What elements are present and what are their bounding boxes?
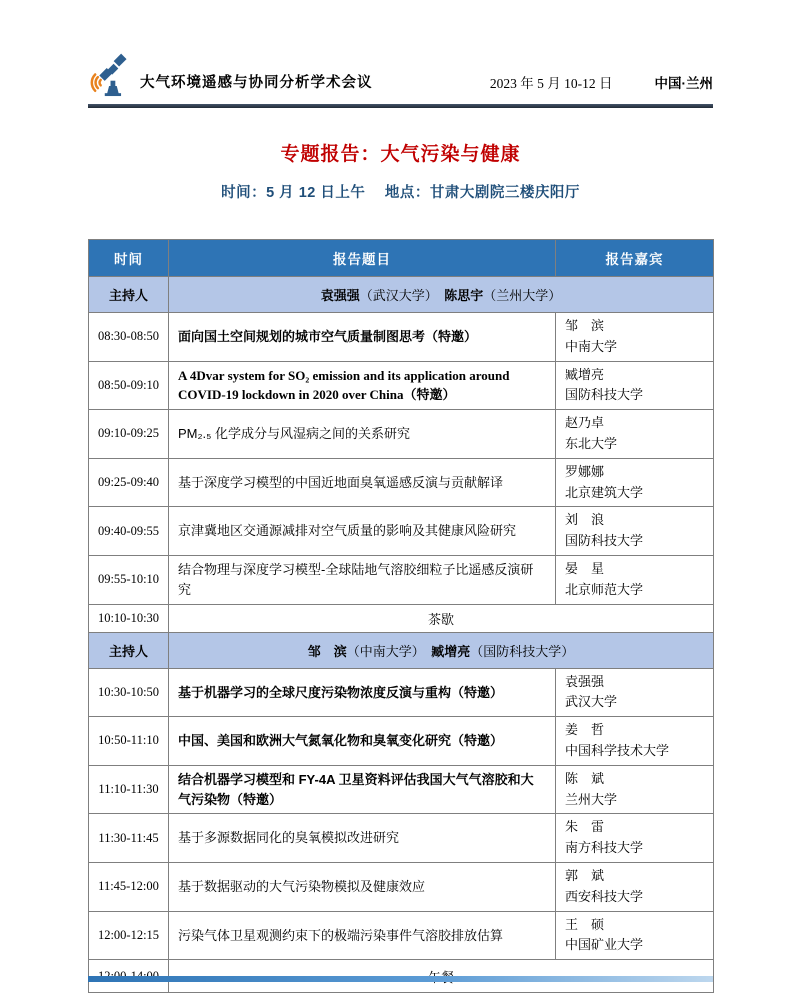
conference-title: 大气环境遥感与协同分析学术会议 [140, 75, 373, 91]
talk-row [89, 862, 714, 911]
time-cell: 08:50-09:10 [89, 361, 169, 410]
speaker-name: 郭 斌 [565, 867, 605, 883]
talk-row [89, 507, 714, 556]
chair-label: 主持人 [89, 632, 169, 668]
time-cell: 09:25-09:40 [89, 458, 169, 507]
speaker-affiliation: 中国矿业大学 [565, 937, 644, 953]
talk-title-cell: 结合物理与深度学习模型-全球陆地气溶胶细粒子比遥感反演研究 [169, 555, 556, 604]
speaker-affiliation: 北京建筑大学 [565, 484, 644, 500]
time-cell: 11:10-11:30 [89, 765, 169, 814]
time-cell: 10:30-10:50 [89, 668, 169, 717]
footer-accent-bar [88, 976, 713, 982]
talk-row [89, 765, 714, 814]
chair-affiliation: （兰州大学） [483, 288, 562, 303]
session-chair-row [89, 632, 714, 668]
speaker-name: 赵乃卓 [565, 415, 605, 431]
chair-name: 袁强强 [320, 288, 360, 303]
page-content [88, 0, 713, 993]
speaker-name: 刘 浪 [565, 512, 605, 528]
speaker-cell [556, 862, 714, 911]
speaker-name: 姜 哲 [565, 722, 605, 738]
talk-title-cell: 污染气体卫星观测约束下的极端污染事件气溶胶排放估算 [169, 911, 556, 960]
break-row [89, 604, 714, 632]
speaker-name: 朱 雷 [565, 819, 605, 835]
speaker-name: 臧增亮 [565, 366, 605, 382]
speaker-affiliation: 中国科学技术大学 [565, 742, 670, 758]
speaker-affiliation: 武汉大学 [565, 694, 618, 710]
talk-row [89, 410, 714, 459]
speaker-affiliation: 西安科技大学 [565, 888, 644, 904]
speaker-name: 陈 斌 [565, 770, 605, 786]
talk-row [89, 668, 714, 717]
speaker-name: 王 硕 [565, 916, 605, 932]
header-divider-rule [88, 104, 713, 108]
chair-name: 陈思宇 [444, 288, 484, 303]
speaker-cell [556, 507, 714, 556]
chair-affiliation: （中南大学） [346, 643, 419, 659]
time-cell: 11:30-11:45 [89, 814, 169, 863]
chair-name: 邹 滨 [307, 643, 347, 659]
time-cell: 11:45-12:00 [89, 862, 169, 911]
session-chair-row [89, 277, 714, 313]
speaker-cell [556, 814, 714, 863]
talk-title-cell: 基于多源数据同化的臭氧模拟改进研究 [169, 814, 556, 863]
talk-title-cell: 基于机器学习的全球尺度污染物浓度反演与重构（特邀） [169, 668, 556, 717]
satellite-logo-icon [88, 50, 134, 98]
speaker-cell [556, 911, 714, 960]
talk-title-cell: 京津冀地区交通源减排对空气质量的影响及其健康风险研究 [169, 507, 556, 556]
time-cell: 10:50-11:10 [89, 717, 169, 766]
talk-title-cell: 结合机器学习模型和 FY-4A 卫星资料评估我国大气气溶胶和大气污染物（特邀） [169, 765, 556, 814]
talk-row [89, 717, 714, 766]
speaker-affiliation: 国防科技大学 [565, 533, 644, 549]
speaker-affiliation: 南方科技大学 [565, 840, 644, 856]
schedule-table-body [89, 277, 714, 993]
talk-row [89, 361, 714, 410]
chair-affiliation: （武汉大学） [359, 288, 432, 303]
speaker-cell [556, 410, 714, 459]
talk-title-cell: 中国、美国和欧洲大气氮氧化物和臭氧变化研究（特邀） [169, 717, 556, 766]
conference-location: 中国·兰州 [654, 76, 713, 91]
talk-title-cell: 面向国土空间规划的城市空气质量制图思考（特邀） [169, 313, 556, 362]
speaker-cell [556, 765, 714, 814]
chair-names [169, 632, 714, 668]
chair-names [169, 277, 714, 313]
chair-name: 臧增亮 [431, 643, 471, 659]
chair-affiliation: （国防科技大学） [470, 643, 575, 659]
speaker-cell [556, 361, 714, 410]
column-header-time: 时间 [89, 240, 169, 277]
break-label: 茶歇 [169, 604, 714, 632]
time-cell: 08:30-08:50 [89, 313, 169, 362]
time-cell: 09:10-09:25 [89, 410, 169, 459]
schedule-table-header [89, 240, 714, 277]
talk-title-cell: A 4Dvar system for SO₂ emission and its application around COVID-19 lockdown in 2020 over China（特邀） [169, 361, 556, 410]
column-header-guest: 报告嘉宾 [556, 240, 714, 277]
time-cell: 09:40-09:55 [89, 507, 169, 556]
talk-row [89, 313, 714, 362]
speaker-name: 晏 星 [565, 560, 605, 576]
speaker-name: 罗娜娜 [565, 463, 605, 479]
time-cell: 12:00-12:15 [89, 911, 169, 960]
talk-row [89, 458, 714, 507]
header-row [89, 240, 714, 277]
conference-date: 2023 年 5 月 10-12 日 [489, 76, 613, 91]
speaker-affiliation: 中南大学 [565, 338, 618, 354]
page-header [88, 0, 713, 98]
speaker-cell [556, 717, 714, 766]
speaker-affiliation: 兰州大学 [565, 791, 618, 807]
column-header-title: 报告题目 [169, 240, 556, 277]
session-title: 专题报告：大气污染与健康 [280, 144, 521, 165]
time-cell: 10:10-10:30 [89, 604, 169, 632]
speaker-affiliation: 东北大学 [565, 435, 618, 451]
speaker-cell [556, 555, 714, 604]
chair-label: 主持人 [89, 277, 169, 313]
speaker-cell [556, 668, 714, 717]
time-cell: 09:55-10:10 [89, 555, 169, 604]
speaker-affiliation: 国防科技大学 [565, 387, 644, 403]
session-time-location: 时间：5 月 12 日上午 地点：甘肃大剧院三楼庆阳厅 [221, 185, 580, 201]
talk-row [89, 814, 714, 863]
talk-row [89, 555, 714, 604]
speaker-name: 袁强强 [565, 673, 605, 689]
schedule-table [88, 239, 714, 993]
talk-title-cell: 基于深度学习模型的中国近地面臭氧遥感反演与贡献解译 [169, 458, 556, 507]
speaker-affiliation: 北京师范大学 [565, 581, 644, 597]
speaker-cell [556, 458, 714, 507]
talk-title-cell: 基于数据驱动的大气污染物模拟及健康效应 [169, 862, 556, 911]
talk-row [89, 911, 714, 960]
speaker-cell [556, 313, 714, 362]
talk-title-cell: PM₂.₅ 化学成分与风湿病之间的关系研究 [169, 410, 556, 459]
speaker-name: 邹 滨 [565, 318, 605, 333]
